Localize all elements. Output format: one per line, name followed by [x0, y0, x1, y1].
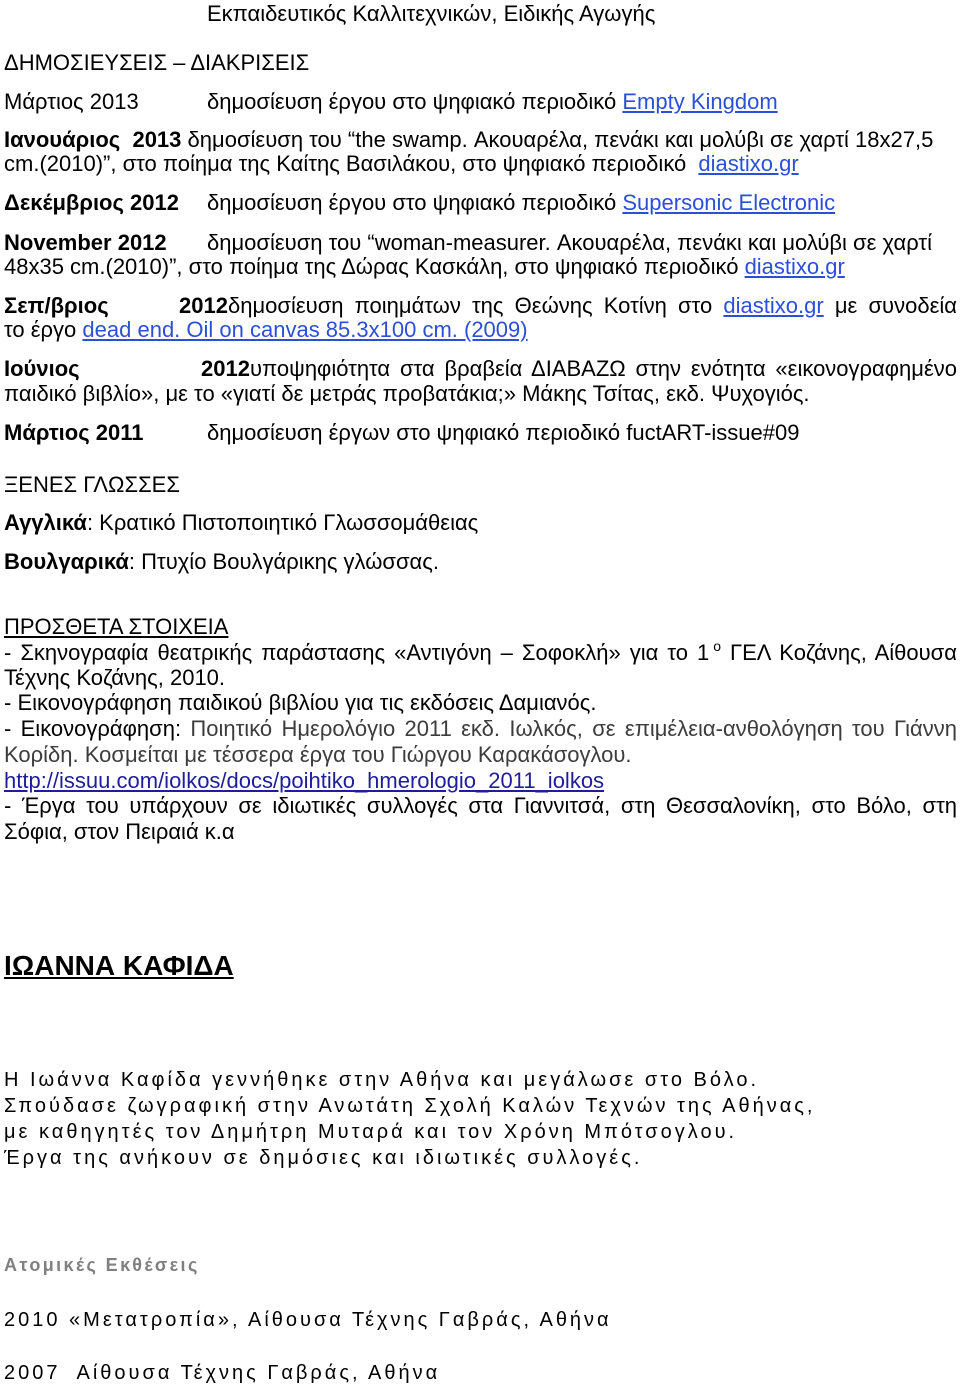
entry-text: δημοσίευση του “the swamp. Ακουαρέλα, πενάκι και μολύβι σε χαρτί 18x27,5: [187, 127, 934, 152]
job-title: Εκπαιδευτικός Καλλιτεχνικών, Ειδικής Αγωγής: [207, 1, 656, 26]
magazine-link[interactable]: Supersonic Electronic: [622, 190, 836, 215]
issuu-link[interactable]: http://issuu.com/iolkos/docs/poihtiko_hmerologio_2011_iolkos: [4, 768, 605, 793]
item-text: Ποιητικό Ημερολόγιο 2011 εκδ. Ιωλκός, σε επιμέλεια-ανθολόγηση του Γιάννη: [190, 716, 957, 741]
additional-item-collections: - Έργα του υπάρχουν σε ιδιωτικές συλλογές στα Γιαννιτσά, στη Θεσσαλονίκη, στο Βόλο, στη: [4, 793, 957, 818]
additional-item-continued: Σόφια, στον Πειραιά κ.α: [4, 819, 235, 844]
entry-text: δημοσίευση ποιημάτων της Θεώνης Κοτίνη στο: [228, 293, 713, 318]
section-heading-additional: [4, 614, 960, 639]
exhibition-item: 2010 «Μετατροπία», Αίθουσα Τέχνης Γαβράς, Αθήνα: [4, 1309, 612, 1331]
language-name: Βουλγαρικά: [4, 549, 129, 574]
entry-text: παιδικό βιβλίο», με το «γιατί δε μετράς προβατάκια;» Μάκης Τσίτας, εκδ. Ψυχογιός.: [4, 381, 810, 406]
publication-entry: [4, 89, 960, 114]
item-text: - Σκηνογραφία θεατρικής παράστασης «Αντιγόνη – Σοφοκλή» για το 1: [4, 640, 710, 665]
magazine-link[interactable]: diastixo.gr: [698, 151, 799, 176]
publication-entry-continued: [4, 151, 960, 176]
bio-line: Σπούδασε ζωγραφική στην Ανωτάτη Σχολή Καλών Τεχνών της Αθήνας,: [4, 1095, 816, 1117]
publication-entry: [4, 230, 960, 255]
entry-date: Ιούνιος 2012: [4, 356, 250, 381]
entry-text: δημοσίευση έργων στο ψηφιακό περιοδικό fuctART-issue#09: [207, 420, 800, 445]
additional-item-continued: Τέχνης Κοζάνης, 2010.: [4, 665, 226, 690]
section-heading-publications: ΔΗΜΟΣΙΕΥΣΕΙΣ – ΔΙΑΚΡΙΣΕΙΣ: [4, 50, 310, 75]
magazine-link[interactable]: Empty Kingdom: [622, 89, 778, 114]
exhibition-item: 2007 Αίθουσα Τέχνης Γαβράς, Αθήνα: [4, 1362, 441, 1384]
entry-date: Μάρτιος 2011: [4, 420, 144, 445]
section-heading-languages: ΞΕΝΕΣ ΓΛΩΣΣΕΣ: [4, 472, 180, 497]
entry-text: δημοσίευση του “woman-measurer. Ακουαρέλα, πενάκι και μολύβι σε χαρτί: [207, 230, 932, 255]
entry-date: Μάρτιος 2013: [4, 89, 139, 114]
language-detail: : Κρατικό Πιστοποιητικό Γλωσσομάθειας: [86, 510, 479, 535]
bio-line: με καθηγητές τον Δημήτρη Μυταρά και τον Χρόνη Μπότσογλου.: [4, 1121, 738, 1143]
publication-entry: [4, 190, 960, 215]
language-detail: : Πτυχίο Βουλγάρικης γλώσσας.: [128, 549, 439, 574]
entry-text: το έργο: [4, 317, 77, 342]
publication-entry: [4, 420, 960, 445]
additional-item-illustration-book: - Εικονογράφηση παιδικού βιβλίου για τις εκδόσεις Δαμιανός.: [4, 690, 597, 715]
award-entry: [4, 356, 957, 381]
section-heading-solo-exhibitions: Ατομικές Εκθέσεις: [4, 1255, 200, 1275]
publication-entry: [4, 293, 957, 318]
artwork-link[interactable]: dead end. Oil on canvas 85.3x100 cm. (2009): [82, 317, 528, 342]
item-text: ΓΕΛ Κοζάνης, Αίθουσα: [730, 640, 957, 665]
entry-text: 48x35 cm.(2010)”, στο ποίημα της Δώρας Κασκάλη, στο ψηφιακό περιοδικό: [4, 254, 739, 279]
entry-text: με συνοδεία: [834, 293, 957, 318]
section-heading-text: ΠΡΟΣΘΕΤΑ ΣΤΟΙΧΕΙΑ: [4, 614, 229, 639]
publication-entry-continued: [4, 254, 960, 279]
entry-text: υποψηφιότητα στα βραβεία ΔΙΑΒΑΖΩ στην ενότητα «εικονογραφημένο: [250, 356, 957, 381]
issuu-link-row: [4, 768, 960, 793]
entry-date: Σεπ/βριος 2012: [4, 293, 228, 318]
publication-entry: [4, 127, 960, 152]
entry-date: Δεκέμβριος 2012: [4, 190, 179, 215]
artist-name: ΙΩΑΝΝΑ ΚΑΦΙΔΑ: [4, 950, 234, 981]
language-item: [4, 549, 960, 574]
language-item: [4, 510, 960, 535]
additional-item-illustration-calendar: [4, 716, 957, 741]
entry-text: δημοσίευση έργου στο ψηφιακό περιοδικό: [207, 89, 617, 114]
bio-line: Έργα της ανήκουν σε δημόσιες και ιδιωτικές συλλογές.: [4, 1147, 643, 1169]
entry-text: δημοσίευση έργου στο ψηφιακό περιοδικό: [207, 190, 617, 215]
additional-item-set-design: [4, 640, 957, 665]
ordinal-superscript: ο: [713, 638, 721, 654]
item-label: - Εικονογράφηση:: [4, 716, 182, 741]
additional-item-continued: Κορίδη. Κοσμείται με τέσσερα έργα του Γιώργου Καρακάσογλου.: [4, 742, 632, 767]
magazine-link[interactable]: diastixo.gr: [744, 254, 845, 279]
entry-text: cm.(2010)”, στο ποίημα της Καίτης Βασιλάκου, στο ψηφιακό περιοδικό: [4, 151, 687, 176]
publication-entry-continued: [4, 317, 960, 342]
language-name: Αγγλικά: [4, 510, 87, 535]
entry-date: November 2012: [4, 230, 167, 255]
entry-date: Ιανουάριος 2013: [4, 127, 182, 152]
bio-line: Η Ιωάννα Καφίδα γεννήθηκε στην Αθήνα και μεγάλωσε στο Βόλο.: [4, 1069, 760, 1091]
magazine-link[interactable]: diastixo.gr: [723, 293, 824, 318]
award-entry-continued: [4, 381, 960, 406]
